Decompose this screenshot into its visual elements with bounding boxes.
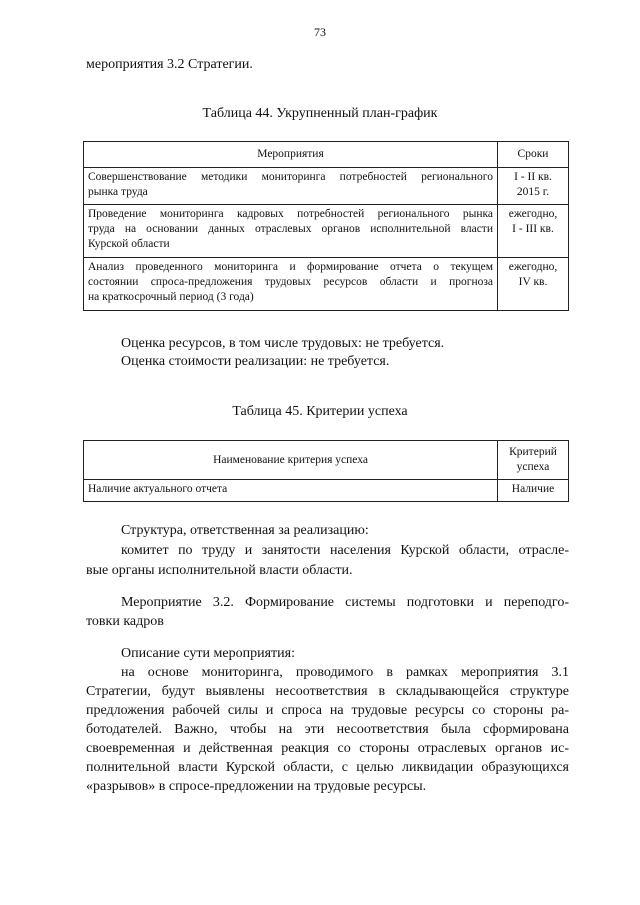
table-row bbox=[84, 205, 569, 258]
cell-line: состоянии спроса-предложения трудовых ресурсов области и прогноза bbox=[88, 276, 493, 288]
responsible-heading: Структура, ответственная за реализацию: bbox=[121, 523, 369, 538]
cost-assessment: Оценка стоимости реализации: не требуется. bbox=[121, 354, 390, 369]
description-heading: Описание сути мероприятия: bbox=[121, 646, 295, 661]
description-line: Стратегии, будут выявлены несоответствия в складывающейся структуре bbox=[86, 684, 569, 699]
term-cell bbox=[498, 205, 569, 258]
cell-line: рынка труда bbox=[88, 186, 148, 198]
success-criteria-table bbox=[83, 440, 569, 502]
cell-line: IV кв. bbox=[518, 276, 548, 288]
cell-line: Анализ проведенного мониторинга и формирование отчета о текущем bbox=[88, 261, 493, 273]
cell-line: I - II кв. bbox=[514, 171, 552, 183]
table-row bbox=[84, 168, 569, 205]
cell-line: 2015 г. bbox=[516, 186, 550, 198]
description-line: предложения рабочей силы и спроса на трудовые ресурсы со стороны ра- bbox=[86, 703, 569, 718]
column-header-measures: Мероприятия bbox=[84, 142, 498, 168]
table-header-row bbox=[84, 142, 569, 168]
table-row bbox=[84, 480, 569, 502]
measure-title: товки кадров bbox=[86, 614, 164, 629]
cell-line: ежегодно, bbox=[508, 261, 558, 273]
measure-cell bbox=[84, 205, 498, 258]
page-number: 73 bbox=[314, 25, 326, 39]
description-line: на основе мониторинга, проводимого в рамках мероприятия 3.1 bbox=[121, 665, 569, 680]
cell-line: Проведение мониторинга кадровых потребностей регионального рынка bbox=[88, 208, 493, 220]
measure-title: Мероприятие 3.2. Формирование системы подготовки и переподго- bbox=[121, 595, 569, 610]
description-line: своевременная и действенная реакция со стороны отраслевых органов ис- bbox=[86, 741, 569, 756]
cell-line: I - III кв. bbox=[512, 223, 554, 235]
cell-line: успеха bbox=[516, 461, 550, 473]
cell-line: Критерий bbox=[509, 446, 557, 458]
responsible-line: комитет по труду и занятости населения Курской области, отрасле- bbox=[121, 543, 569, 558]
cell-line: Совершенствование методики мониторинга потребностей регионального bbox=[88, 171, 493, 183]
term-cell bbox=[498, 258, 569, 311]
table-row bbox=[84, 258, 569, 311]
measure-cell bbox=[84, 258, 498, 311]
responsible-line: вые органы исполнительной власти области. bbox=[86, 563, 353, 578]
description-line: «разрывов» в спросе-предложении на трудовые ресурсы. bbox=[86, 779, 427, 794]
cell-line: Курской области bbox=[88, 238, 170, 250]
criterion-name-cell: Наличие актуального отчета bbox=[84, 480, 498, 502]
measure-cell bbox=[84, 168, 498, 205]
resource-assessment: Оценка ресурсов, в том числе трудовых: не требуется. bbox=[121, 336, 445, 351]
table-44-caption: Таблица 44. Укрупненный план-график bbox=[202, 106, 438, 121]
cell-line: ежегодно, bbox=[508, 208, 558, 220]
column-header-criterion bbox=[498, 441, 569, 480]
description-line: ботодателей. Важно, чтобы на эти несоответствия была сформирована bbox=[86, 722, 569, 737]
intro-line: мероприятия 3.2 Стратегии. bbox=[86, 57, 253, 72]
table-45-caption: Таблица 45. Критерии успеха bbox=[232, 404, 408, 419]
description-line: полнительной власти Курской области, с целью ликвидации образующихся bbox=[86, 760, 569, 775]
cell-line: на краткосрочный период (3 года) bbox=[88, 291, 254, 303]
column-header-terms: Сроки bbox=[498, 142, 569, 168]
table-header-row bbox=[84, 441, 569, 480]
term-cell bbox=[498, 168, 569, 205]
plan-schedule-table bbox=[83, 141, 569, 311]
cell-line: труда на основании данных отраслевых органов исполнительной власти bbox=[88, 223, 493, 235]
column-header-criterion-name: Наименование критерия успеха bbox=[84, 441, 498, 480]
criterion-value-cell: Наличие bbox=[498, 480, 569, 502]
